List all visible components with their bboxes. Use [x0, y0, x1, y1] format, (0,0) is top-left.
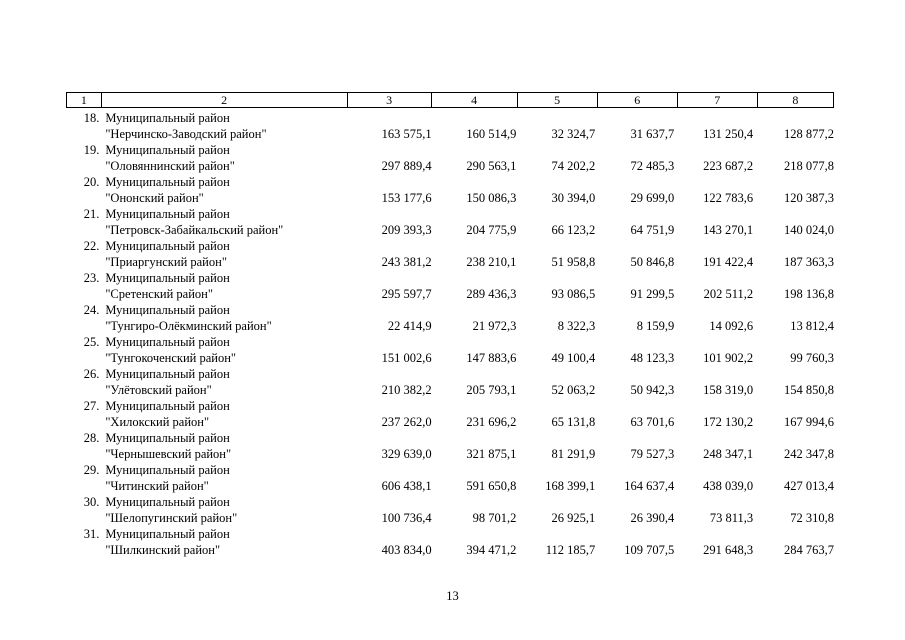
district-type: Муниципальный район: [105, 431, 230, 445]
header-cell-6: 6: [597, 93, 677, 108]
value-col-7: 14 092,6: [709, 319, 754, 333]
district-name: "Читинский район": [105, 479, 209, 493]
value-col-4: 150 086,3: [466, 191, 517, 205]
row-number: 27.: [83, 399, 100, 413]
value-col-8: 154 850,8: [784, 383, 834, 397]
value-col-5: 93 086,5: [551, 287, 596, 301]
header-cell-4: 4: [431, 93, 517, 108]
value-col-7: 122 783,6: [703, 191, 754, 205]
value-col-5: 168 399,1: [545, 479, 596, 493]
value-col-8: 427 013,4: [784, 479, 834, 493]
district-name: "Нерчинско-Заводский район": [105, 127, 267, 141]
table-row: [66, 334, 834, 350]
row-number: 23.: [83, 271, 100, 285]
value-col-4: 238 210,1: [466, 255, 517, 269]
value-col-5: 26 925,1: [551, 511, 596, 525]
value-col-8: 198 136,8: [784, 287, 834, 301]
value-col-3: 153 177,6: [381, 191, 432, 205]
value-col-5: 112 185,7: [545, 543, 596, 557]
value-col-4: 394 471,2: [466, 543, 517, 557]
header-cell-2: 2: [101, 93, 347, 108]
district-type: Муниципальный район: [105, 527, 230, 541]
district-type: Муниципальный район: [105, 143, 230, 157]
district-name: "Приаргунский район": [105, 255, 227, 269]
row-number: 21.: [83, 207, 100, 221]
row-number: 20.: [83, 175, 100, 189]
row-number: 30.: [83, 495, 100, 509]
value-col-4: 321 875,1: [466, 447, 517, 461]
value-col-4: 289 436,3: [466, 287, 517, 301]
table-row-values: [66, 478, 834, 494]
value-col-7: 158 319,0: [703, 383, 754, 397]
value-col-6: 29 699,0: [630, 191, 675, 205]
value-col-3: 209 393,3: [381, 223, 432, 237]
district-type: Муниципальный район: [105, 271, 230, 285]
row-number: 26.: [83, 367, 100, 381]
district-type: Муниципальный район: [105, 239, 230, 253]
district-type: Муниципальный район: [105, 111, 230, 125]
value-col-7: 202 511,2: [703, 287, 754, 301]
district-name: "Тунгиро-Олёкминский район": [105, 319, 272, 333]
value-col-4: 204 775,9: [466, 223, 517, 237]
district-type: Муниципальный район: [105, 367, 230, 381]
district-name: "Оловяннинский район": [105, 159, 235, 173]
value-col-7: 143 270,1: [703, 223, 754, 237]
value-col-8: 218 077,8: [784, 159, 834, 173]
value-col-4: 147 883,6: [466, 351, 517, 365]
value-col-3: 22 414,9: [387, 319, 432, 333]
data-table: [66, 110, 834, 558]
value-col-5: 32 324,7: [551, 127, 596, 141]
value-col-5: 81 291,9: [551, 447, 596, 461]
district-name: "Шелопугинский район": [105, 511, 238, 525]
value-col-4: 205 793,1: [466, 383, 517, 397]
district-name: "Шилкинский район": [105, 543, 221, 557]
value-col-8: 72 310,8: [790, 511, 834, 525]
header-cell-5: 5: [517, 93, 597, 108]
value-col-4: 21 972,3: [472, 319, 517, 333]
district-name: "Ононский район": [105, 191, 204, 205]
value-col-6: 72 485,3: [630, 159, 675, 173]
table-row: [66, 206, 834, 222]
value-col-4: 231 696,2: [466, 415, 517, 429]
value-col-6: 164 637,4: [624, 479, 675, 493]
value-col-3: 151 002,6: [381, 351, 432, 365]
table-row-values: [66, 126, 834, 142]
table-row: [66, 398, 834, 414]
value-col-8: 187 363,3: [784, 255, 834, 269]
value-col-8: 140 024,0: [784, 223, 834, 237]
value-col-4: 160 514,9: [466, 127, 517, 141]
value-col-8: 167 994,6: [784, 415, 834, 429]
value-col-5: 52 063,2: [551, 383, 596, 397]
value-col-8: 242 347,8: [784, 447, 834, 461]
table-row-values: [66, 190, 834, 206]
value-col-6: 63 701,6: [630, 415, 675, 429]
value-col-3: 329 639,0: [381, 447, 432, 461]
value-col-6: 48 123,3: [630, 351, 675, 365]
table-row-values: [66, 286, 834, 302]
value-col-7: 438 039,0: [703, 479, 754, 493]
header-cell-1: 1: [67, 93, 102, 108]
value-col-3: 295 597,7: [381, 287, 432, 301]
value-col-5: 74 202,2: [551, 159, 596, 173]
value-col-6: 64 751,9: [630, 223, 675, 237]
value-col-7: 73 811,3: [709, 511, 754, 525]
row-number: 19.: [83, 143, 100, 157]
row-number: 28.: [83, 431, 100, 445]
value-col-7: 248 347,1: [703, 447, 754, 461]
table-row-values: [66, 382, 834, 398]
table-row: [66, 302, 834, 318]
value-col-6: 50 846,8: [630, 255, 675, 269]
value-col-6: 79 527,3: [630, 447, 675, 461]
value-col-6: 91 299,5: [630, 287, 675, 301]
page-number: 13: [446, 589, 459, 603]
value-col-7: 191 422,4: [703, 255, 754, 269]
district-type: Муниципальный район: [105, 463, 230, 477]
district-name: "Чернышевский район": [105, 447, 232, 461]
table-row: [66, 174, 834, 190]
table-row: [66, 366, 834, 382]
table-row-values: [66, 542, 834, 558]
value-col-8: 128 877,2: [784, 127, 834, 141]
table-row: [66, 270, 834, 286]
value-col-8: 284 763,7: [784, 543, 834, 557]
value-col-5: 66 123,2: [551, 223, 596, 237]
table-row: [66, 142, 834, 158]
value-col-7: 223 687,2: [703, 159, 754, 173]
value-col-8: 99 760,3: [790, 351, 834, 365]
value-col-5: 65 131,8: [551, 415, 596, 429]
value-col-7: 172 130,2: [703, 415, 754, 429]
value-col-7: 291 648,3: [703, 543, 754, 557]
header-cell-3: 3: [347, 93, 431, 108]
value-col-8: 13 812,4: [790, 319, 834, 333]
value-col-3: 210 382,2: [381, 383, 432, 397]
value-col-3: 100 736,4: [381, 511, 432, 525]
district-type: Муниципальный район: [105, 207, 230, 221]
value-col-6: 109 707,5: [624, 543, 675, 557]
value-col-3: 163 575,1: [381, 127, 432, 141]
district-name: "Петровск-Забайкальский район": [105, 223, 284, 237]
district-name: "Тунгокоченский район": [105, 351, 236, 365]
table-row: [66, 494, 834, 510]
header-cell-7: 7: [677, 93, 757, 108]
district-name: "Улётовский район": [105, 383, 212, 397]
row-number: 29.: [83, 463, 100, 477]
value-col-6: 31 637,7: [630, 127, 675, 141]
value-col-5: 51 958,8: [551, 255, 596, 269]
value-col-5: 30 394,0: [551, 191, 596, 205]
value-col-6: 50 942,3: [630, 383, 675, 397]
header-cell-8: 8: [757, 93, 833, 108]
district-type: Муниципальный район: [105, 399, 230, 413]
value-col-6: 26 390,4: [630, 511, 675, 525]
district-type: Муниципальный район: [105, 175, 230, 189]
table-row-values: [66, 510, 834, 526]
district-type: Муниципальный район: [105, 303, 230, 317]
row-number: 22.: [83, 239, 100, 253]
district-name: "Хилокский район": [105, 415, 210, 429]
value-col-8: 120 387,3: [784, 191, 834, 205]
table-row-values: [66, 318, 834, 334]
header-row: [67, 93, 834, 108]
value-col-4: 98 701,2: [472, 511, 517, 525]
value-col-5: 49 100,4: [551, 351, 596, 365]
table-row-values: [66, 222, 834, 238]
value-col-6: 8 159,9: [636, 319, 675, 333]
table-row-values: [66, 158, 834, 174]
value-col-4: 290 563,1: [466, 159, 517, 173]
value-col-5: 8 322,3: [557, 319, 596, 333]
district-type: Муниципальный район: [105, 495, 230, 509]
district-type: Муниципальный район: [105, 335, 230, 349]
row-number: 18.: [83, 111, 100, 125]
table-row-values: [66, 414, 834, 430]
table-row: [66, 526, 834, 542]
value-col-3: 237 262,0: [381, 415, 432, 429]
row-number: 31.: [83, 527, 100, 541]
row-number: 24.: [83, 303, 100, 317]
table-row: [66, 110, 834, 126]
district-name: "Сретенский район": [105, 287, 213, 301]
value-col-3: 243 381,2: [381, 255, 432, 269]
table-header: [66, 92, 834, 108]
table-row-values: [66, 254, 834, 270]
value-col-4: 591 650,8: [466, 479, 517, 493]
value-col-7: 131 250,4: [703, 127, 754, 141]
table-row-values: [66, 446, 834, 462]
row-number: 25.: [83, 335, 100, 349]
table-row-values: [66, 350, 834, 366]
value-col-7: 101 902,2: [703, 351, 754, 365]
table-row: [66, 430, 834, 446]
value-col-3: 606 438,1: [381, 479, 432, 493]
table-row: [66, 238, 834, 254]
table-row: [66, 462, 834, 478]
value-col-3: 297 889,4: [381, 159, 432, 173]
value-col-3: 403 834,0: [381, 543, 432, 557]
